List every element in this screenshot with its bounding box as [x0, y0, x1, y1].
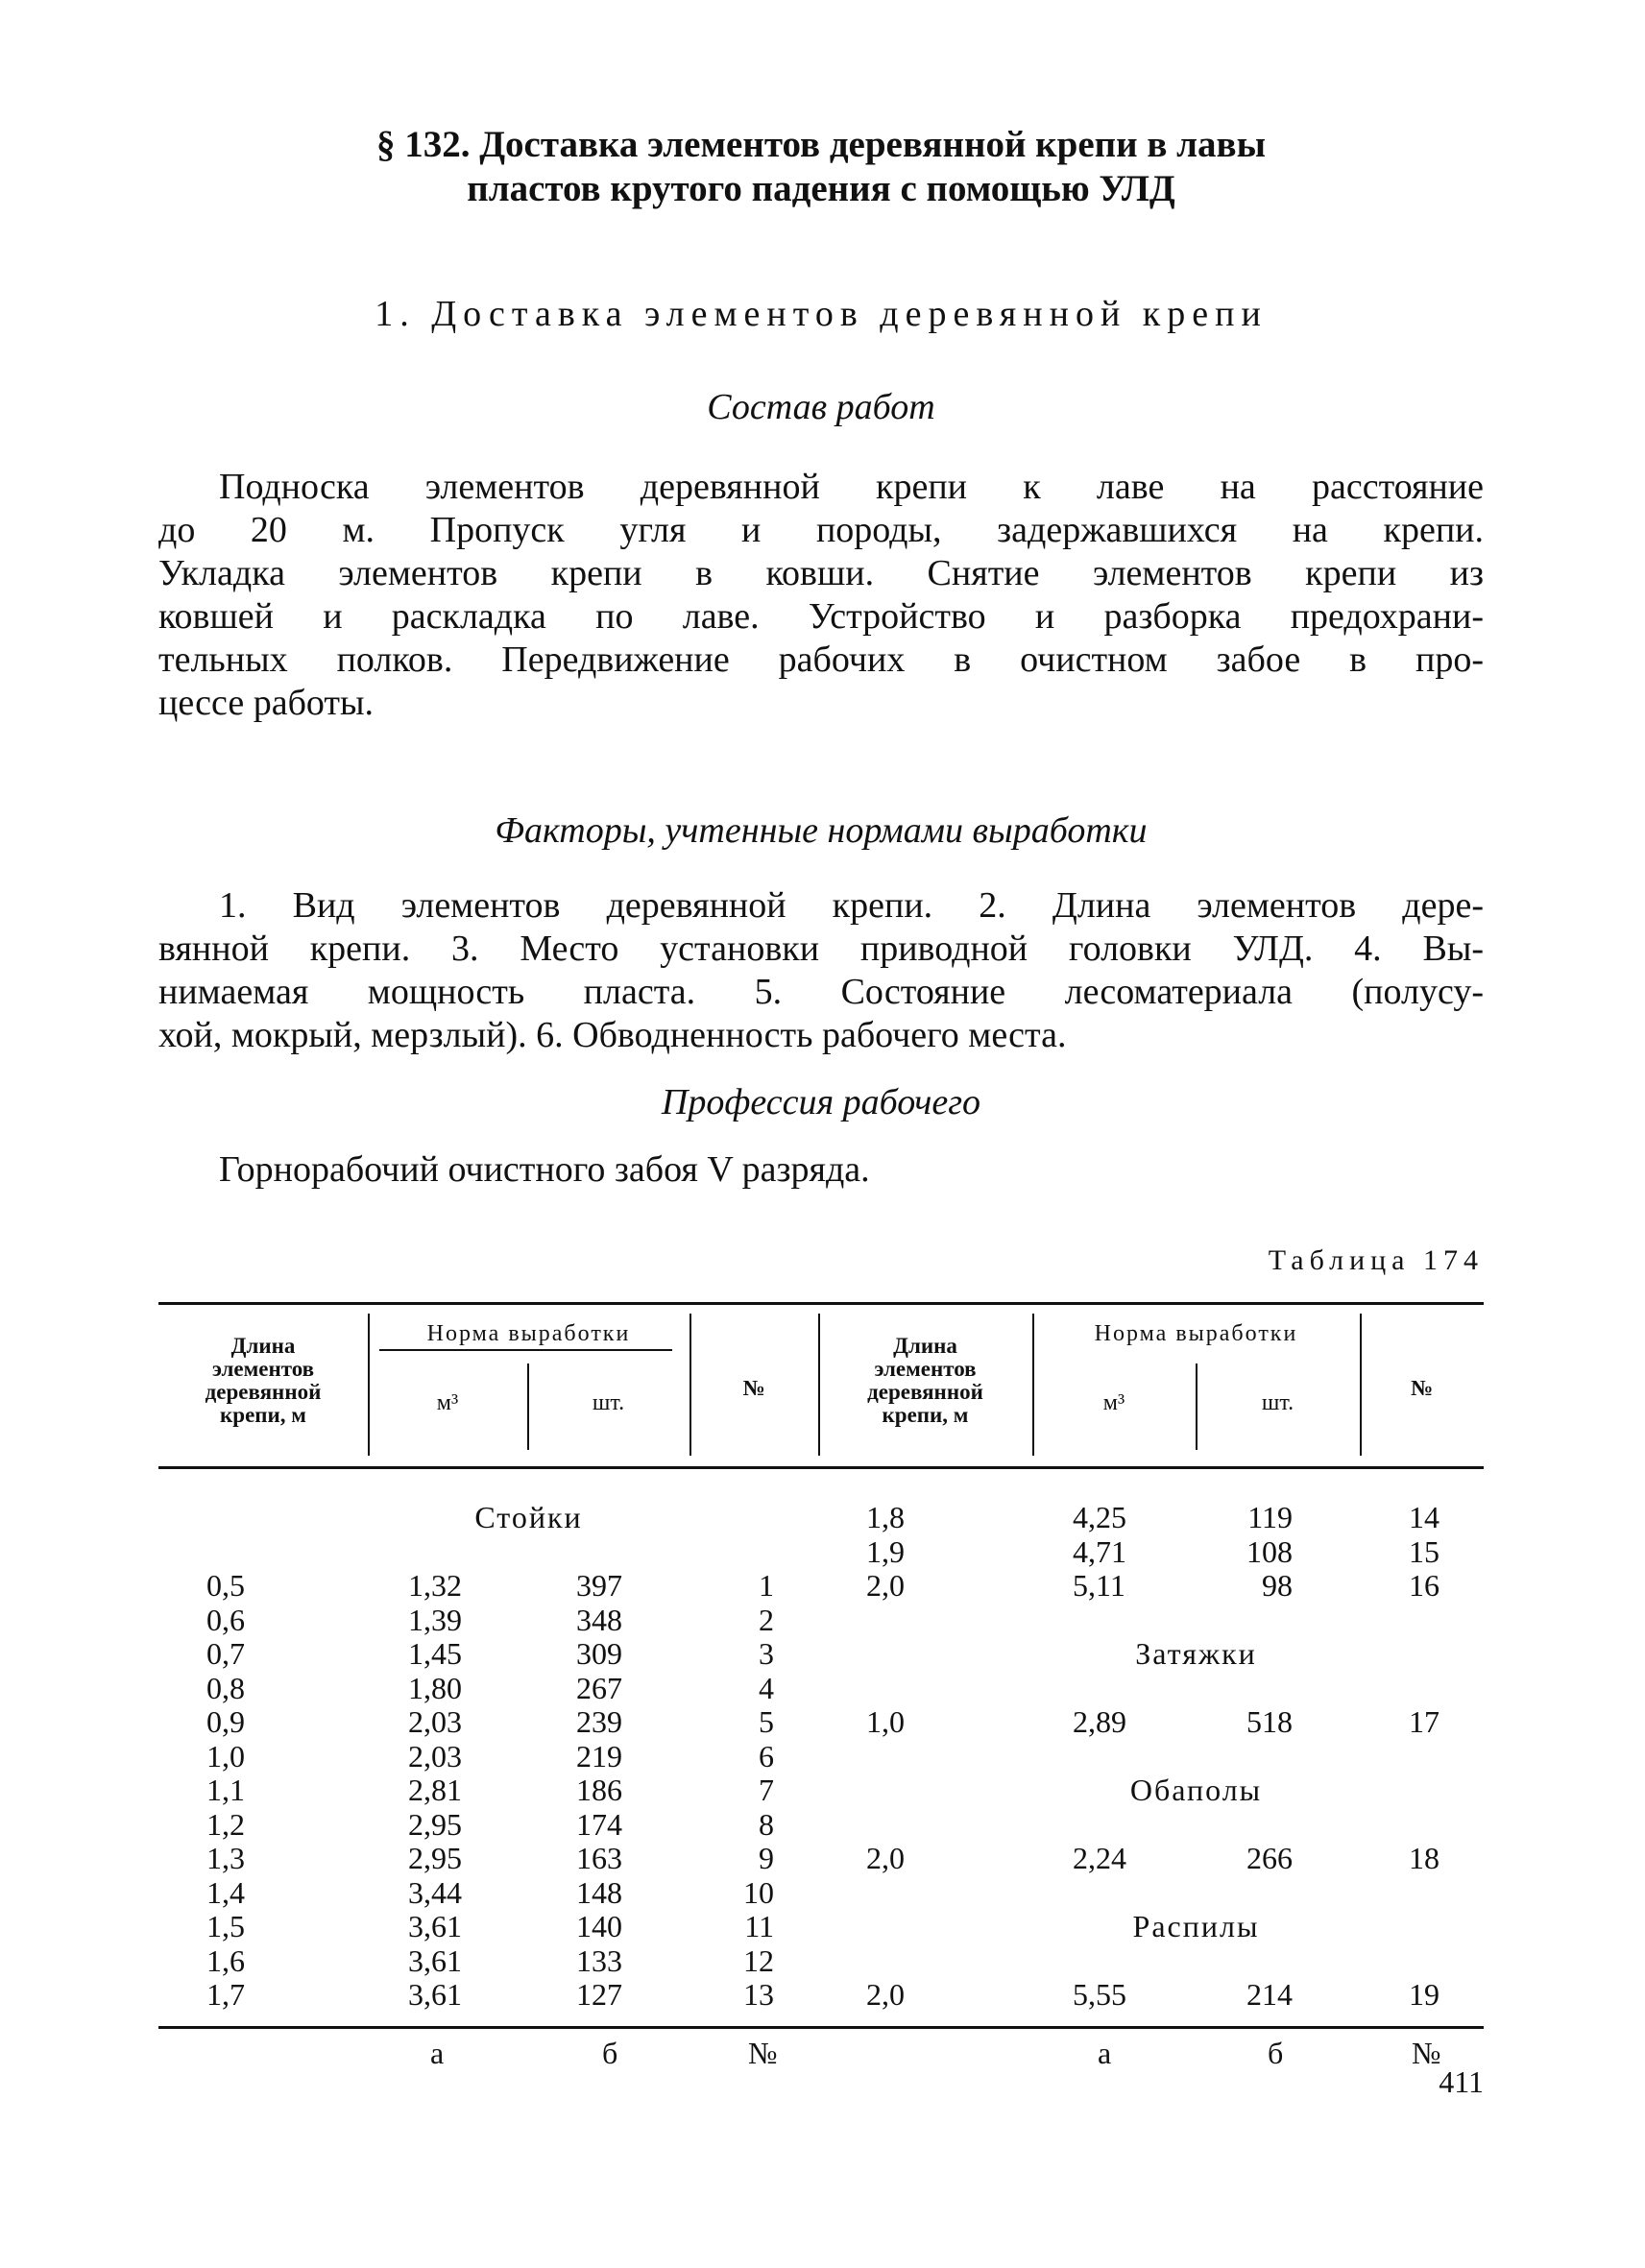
- header-divider: [368, 1314, 370, 1456]
- volume-cell: 2,95: [408, 1841, 462, 1875]
- number-cell: 5: [759, 1704, 774, 1739]
- text-line: ковшей и раскладка по лаве. Устройство и разборка предохрани-: [158, 596, 1484, 637]
- text-line: хой, мокрый, мерзлый). 6. Обводненность рабочего места.: [158, 1015, 1067, 1055]
- footer-label: а: [1098, 2036, 1112, 2070]
- header-length: [818, 1335, 1032, 1427]
- volume-cell: 2,89: [1073, 1704, 1126, 1739]
- pieces-cell: 140: [576, 1909, 622, 1943]
- header-divider: [1196, 1363, 1197, 1450]
- section-label: Стойки: [474, 1500, 583, 1534]
- pieces-cell: 186: [576, 1773, 622, 1807]
- pieces-cell: 119: [1247, 1500, 1293, 1534]
- length-cell: 1,4: [206, 1874, 245, 1910]
- header-length-line: элементов: [211, 1357, 315, 1381]
- text-line: вянной крепи. 3. Место установки приводной головки УЛД. 4. Вы-: [158, 929, 1484, 969]
- footer-label: №: [1412, 2036, 1441, 2070]
- volume-cell: 1,39: [408, 1602, 462, 1637]
- number-cell: 13: [743, 1977, 774, 2012]
- header-divider: [689, 1314, 691, 1456]
- length-cell: 0,7: [206, 1636, 245, 1671]
- table-header-rule: [158, 1466, 1484, 1469]
- pieces-cell: 267: [576, 1670, 622, 1705]
- text-line: до 20 м. Пропуск угля и породы, задержавшихся на крепи.: [158, 510, 1484, 550]
- section-label: Обаполы: [1129, 1773, 1263, 1807]
- factors-text: [158, 884, 1484, 1057]
- number-cell: 1: [759, 1568, 774, 1603]
- header-number: №: [742, 1376, 765, 1400]
- length-cell: 1,0: [866, 1704, 905, 1739]
- profession-heading: Профессия рабочего: [661, 1082, 981, 1122]
- header-length-line: Длина: [230, 1334, 296, 1358]
- pieces-cell: 239: [576, 1704, 622, 1739]
- number-cell: 15: [1409, 1533, 1439, 1569]
- volume-cell: 2,03: [408, 1738, 462, 1773]
- volume-cell: 2,81: [408, 1773, 462, 1807]
- pieces-cell: 397: [576, 1568, 622, 1603]
- volume-cell: 2,03: [408, 1704, 462, 1739]
- volume-cell: 4,71: [1073, 1533, 1126, 1569]
- factors-heading: Факторы, учтенные нормами выработки: [495, 810, 1148, 851]
- number-cell: 17: [1409, 1704, 1439, 1739]
- volume-cell: 3,61: [408, 1909, 462, 1943]
- length-cell: 0,9: [206, 1704, 245, 1739]
- number-cell: 16: [1409, 1568, 1439, 1603]
- volume-cell: 5,11: [1073, 1568, 1125, 1603]
- header-norm: Норма выработки: [1094, 1321, 1298, 1346]
- header-divider: [1032, 1314, 1034, 1456]
- header-divider: [1360, 1314, 1362, 1456]
- pieces-cell: 148: [576, 1874, 622, 1910]
- pieces-cell: 219: [576, 1738, 622, 1773]
- page-title: [158, 123, 1484, 211]
- pieces-cell: 163: [576, 1841, 622, 1875]
- header-length-line: крепи, м: [220, 1403, 306, 1427]
- header-pcs: шт.: [592, 1390, 625, 1415]
- footer-label: б: [1268, 2036, 1284, 2070]
- volume-cell: 1,80: [408, 1670, 462, 1705]
- section-heading: 1. Доставка элементов деревянной крепи: [375, 294, 1268, 334]
- text-line: нимаемая мощность пласта. 5. Состояние лесоматериала (полусу-: [158, 972, 1484, 1012]
- header-norm: Норма выработки: [426, 1321, 631, 1346]
- work-composition-text: [158, 466, 1484, 725]
- text-line: цессе работы.: [158, 683, 375, 723]
- number-cell: 19: [1409, 1977, 1439, 2012]
- number-cell: 12: [743, 1942, 774, 1978]
- footer-label: б: [602, 2036, 618, 2070]
- length-cell: 2,0: [866, 1977, 905, 2012]
- number-cell: 2: [759, 1602, 774, 1637]
- header-length-line: деревянной: [867, 1380, 983, 1404]
- text-line: тельных полков. Передвижение рабочих в очистном забое в про-: [158, 639, 1484, 680]
- length-cell: 2,0: [866, 1841, 905, 1875]
- volume-cell: 2,24: [1073, 1841, 1126, 1875]
- number-cell: 3: [759, 1636, 774, 1671]
- length-cell: 0,6: [206, 1602, 245, 1637]
- pieces-cell: 108: [1246, 1533, 1293, 1569]
- length-cell: 1,2: [206, 1806, 245, 1842]
- profession-text: [158, 1148, 1484, 1192]
- footer-label: а: [430, 2036, 445, 2070]
- text-line: Укладка элементов крепи в ковши. Снятие элементов крепи из: [158, 553, 1484, 593]
- header-number: №: [1410, 1376, 1434, 1400]
- pieces-cell: 309: [576, 1636, 622, 1671]
- header-length-line: элементов: [874, 1357, 977, 1381]
- section-label: Распилы: [1132, 1909, 1260, 1943]
- number-cell: 14: [1409, 1500, 1439, 1534]
- header-norm-underline: [379, 1349, 672, 1351]
- number-cell: 11: [744, 1909, 774, 1943]
- number-cell: 7: [759, 1773, 774, 1807]
- volume-cell: 3,61: [408, 1942, 462, 1978]
- length-cell: 1,7: [206, 1977, 245, 2012]
- number-cell: 6: [759, 1738, 774, 1773]
- header-length-line: Длина: [893, 1334, 957, 1358]
- volume-cell: 5,55: [1073, 1977, 1126, 2012]
- volume-cell: 1,45: [408, 1636, 462, 1671]
- pieces-cell: 174: [576, 1806, 622, 1842]
- volume-cell: 4,25: [1073, 1500, 1126, 1534]
- title-line-1: § 132. Доставка элементов деревянной крепи в лавы: [375, 124, 1267, 165]
- length-cell: 2,0: [866, 1568, 905, 1603]
- length-cell: 1,8: [866, 1500, 905, 1534]
- number-cell: 10: [743, 1874, 774, 1910]
- number-cell: 8: [759, 1806, 774, 1842]
- header-length-line: деревянной: [205, 1380, 322, 1404]
- text-line: 1. Вид элементов деревянной крепи. 2. Длина элементов дере-: [219, 885, 1484, 926]
- header-length-line: крепи, м: [882, 1403, 969, 1427]
- header-length: [158, 1335, 368, 1427]
- pieces-cell: 98: [1262, 1568, 1293, 1603]
- table-caption: Таблица 174: [1268, 1244, 1484, 1276]
- length-cell: 1,6: [206, 1942, 245, 1978]
- pieces-cell: 518: [1246, 1704, 1293, 1739]
- volume-cell: 3,61: [408, 1977, 462, 2012]
- title-line-2: пластов крутого падения с помощью УЛД: [467, 168, 1175, 209]
- work-composition-heading: Состав работ: [707, 387, 935, 427]
- pieces-cell: 214: [1246, 1977, 1293, 2012]
- text-line: Подноска элементов деревянной крепи к лаве на расстояние: [219, 467, 1484, 507]
- header-m3: м³: [1102, 1390, 1125, 1415]
- header-m3: м³: [436, 1390, 459, 1415]
- table-top-rule: [158, 1302, 1484, 1305]
- volume-cell: 2,95: [408, 1806, 462, 1842]
- length-cell: 0,5: [206, 1568, 245, 1603]
- volume-cell: 3,44: [408, 1874, 462, 1910]
- pieces-cell: 127: [576, 1977, 622, 2012]
- number-cell: 9: [759, 1841, 774, 1875]
- length-cell: 1,1: [206, 1773, 245, 1807]
- volume-cell: 1,32: [408, 1568, 462, 1603]
- number-cell: 4: [759, 1670, 774, 1705]
- length-cell: 1,9: [866, 1533, 905, 1569]
- page-number: 411: [1439, 2064, 1484, 2099]
- number-cell: 18: [1409, 1841, 1439, 1875]
- header-divider: [527, 1363, 529, 1450]
- length-cell: 0,8: [206, 1670, 245, 1705]
- pieces-cell: 266: [1246, 1841, 1293, 1875]
- section-label: Затяжки: [1135, 1636, 1257, 1671]
- length-cell: 1,5: [206, 1909, 245, 1943]
- table-bottom-rule: [158, 2026, 1484, 2029]
- pieces-cell: 133: [576, 1942, 622, 1978]
- length-cell: 1,3: [206, 1841, 245, 1875]
- footer-label: №: [748, 2036, 778, 2070]
- header-pcs: шт.: [1261, 1390, 1294, 1415]
- length-cell: 1,0: [206, 1738, 245, 1773]
- text-line: Горнорабочий очистного забоя V разряда.: [219, 1149, 870, 1190]
- pieces-cell: 348: [576, 1602, 622, 1637]
